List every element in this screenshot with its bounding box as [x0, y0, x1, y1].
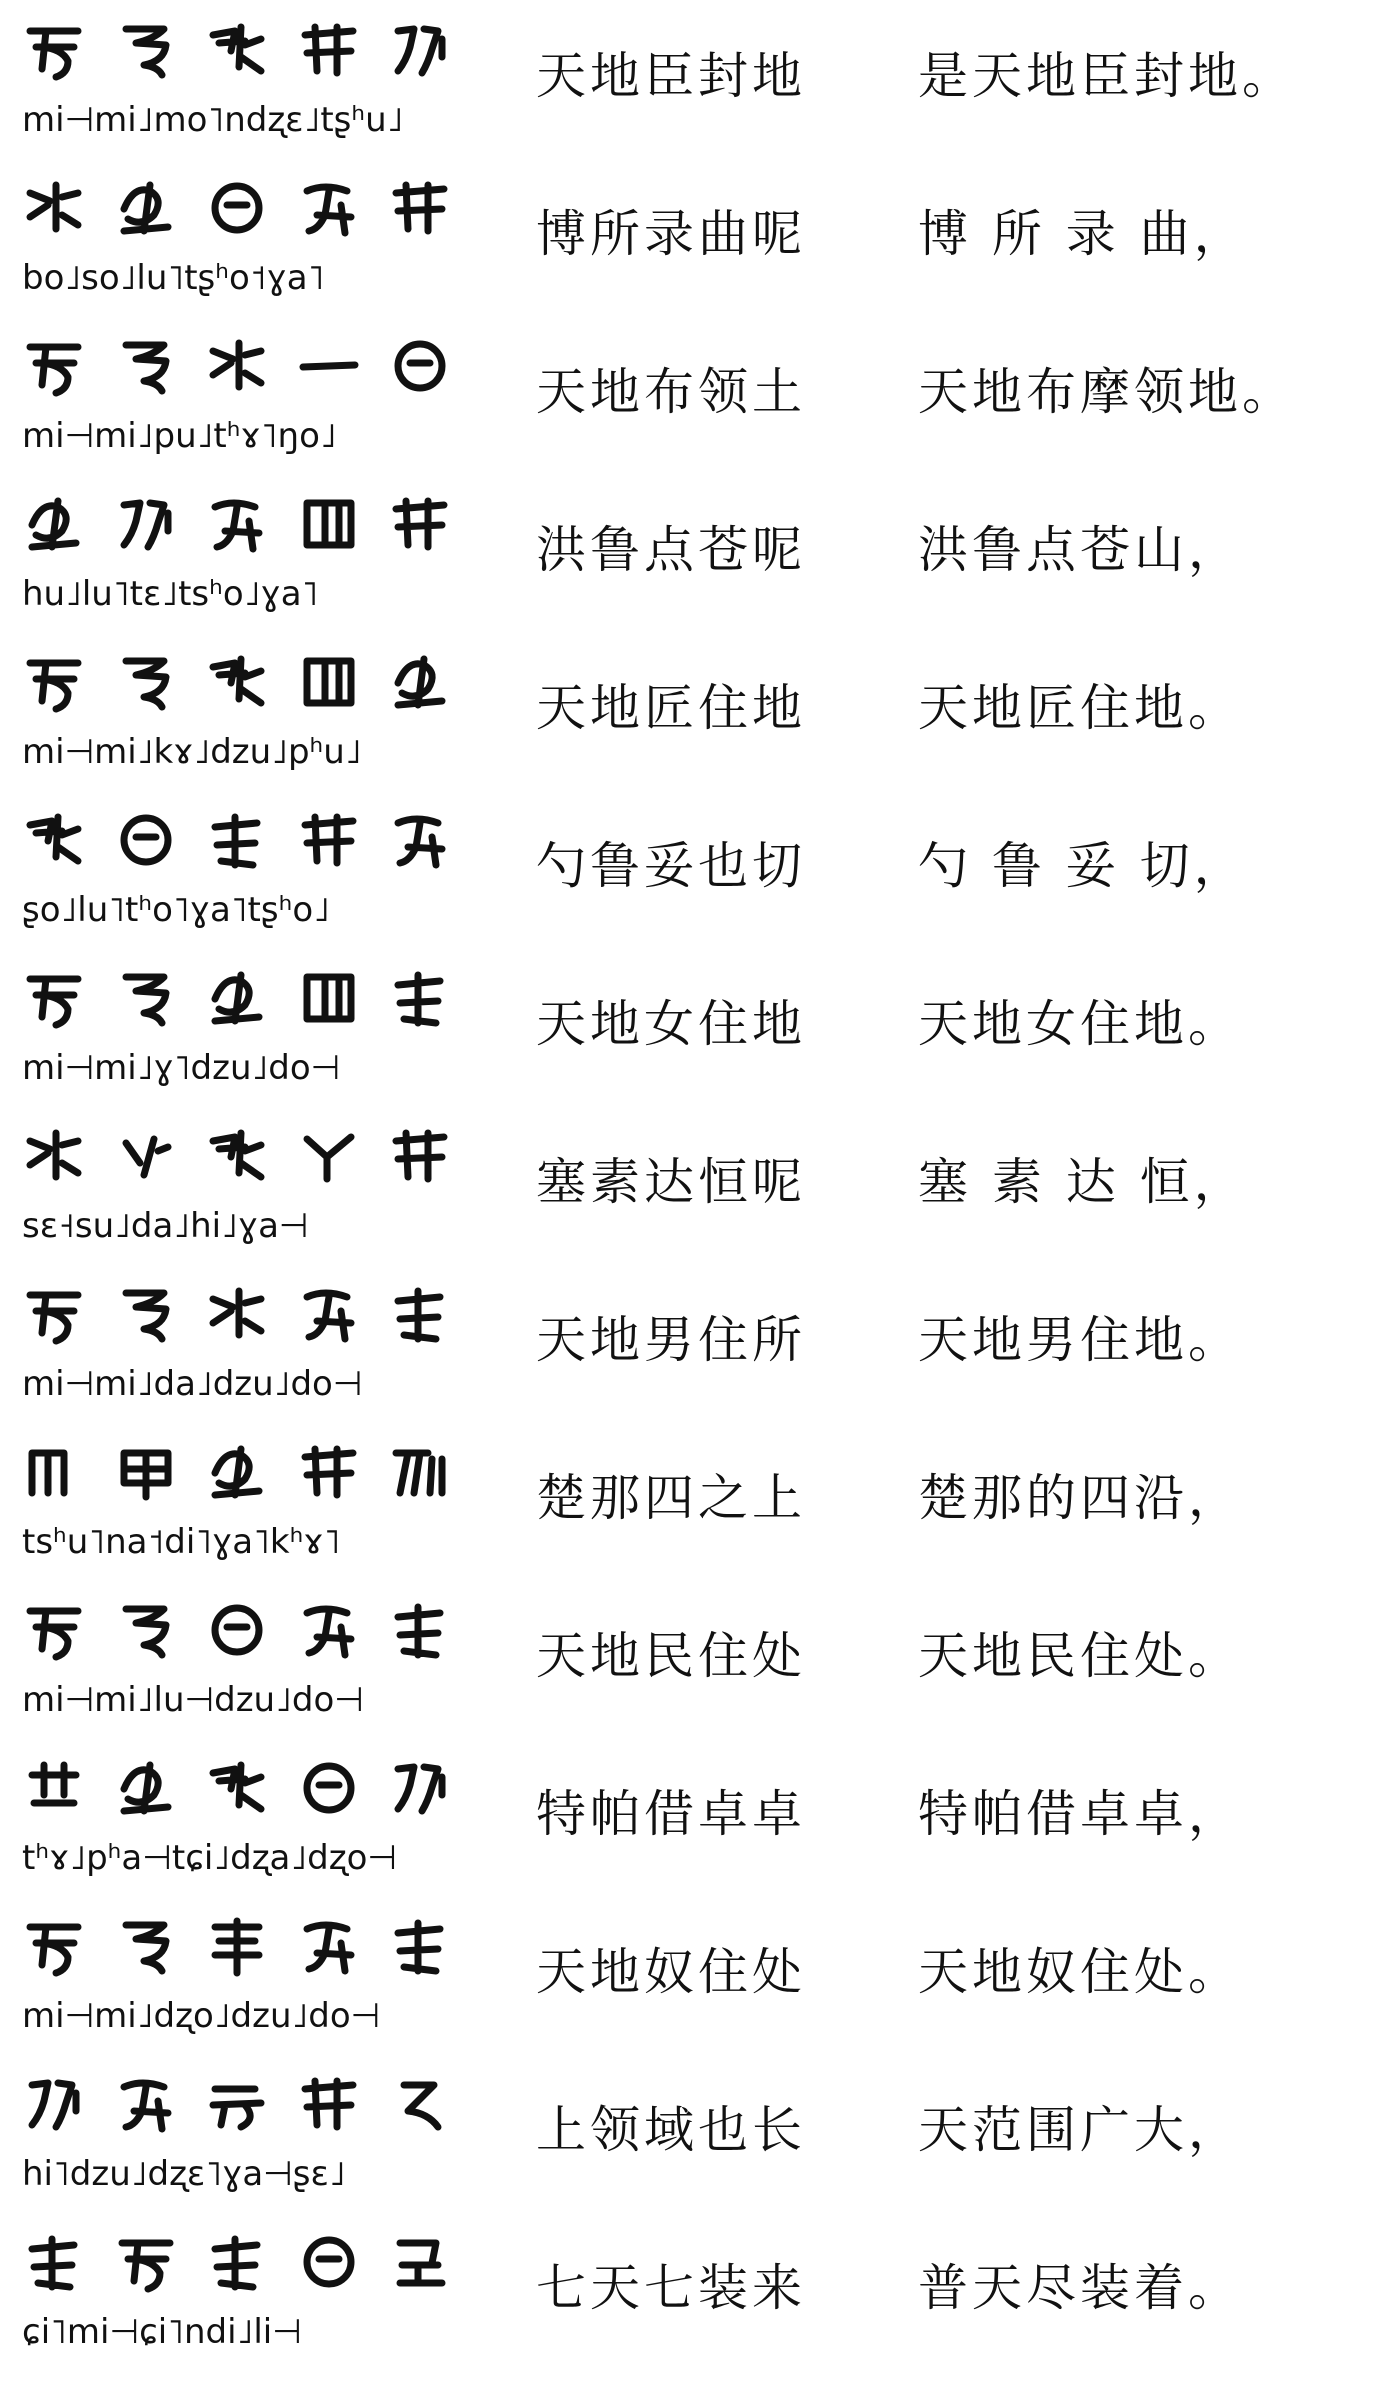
yi-glyph — [388, 1439, 452, 1505]
yi-glyph — [297, 17, 361, 83]
yi-glyph — [114, 1755, 178, 1821]
yi-glyph — [205, 965, 269, 1031]
yi-glyph — [114, 965, 178, 1031]
yi-glyph — [114, 1281, 178, 1347]
free-translation: 天范围广大， — [918, 2101, 1242, 2159]
yi-glyph — [297, 491, 361, 557]
verse-row-3 — [0, 316, 1379, 474]
yi-glyph — [388, 2071, 452, 2137]
yi-glyph — [205, 807, 269, 873]
verse-row-5 — [0, 632, 1379, 790]
literal-gloss: 博所录曲呢 — [536, 205, 806, 263]
yi-glyph — [205, 1439, 269, 1505]
verse-row-12 — [0, 1738, 1379, 1896]
verse-row-14 — [0, 2054, 1379, 2212]
phonetic-transcription: hu˩lu˥tɛ˩tsʰo˩ɣa˥ — [22, 574, 319, 614]
yi-glyph — [205, 1597, 269, 1663]
yi-glyph — [114, 17, 178, 83]
yi-glyph — [205, 333, 269, 399]
yi-glyph — [388, 491, 452, 557]
free-translation: 天地奴住处。 — [918, 1943, 1242, 2001]
yi-glyph — [388, 1281, 452, 1347]
yi-glyph — [205, 1755, 269, 1821]
phonetic-transcription: tʰɤ˩pʰa⊣tɕi˩dʐa˩dʐo⊣ — [22, 1838, 397, 1878]
literal-gloss: 天地奴住处 — [536, 1943, 806, 2001]
free-translation: 天地男住地。 — [918, 1311, 1242, 1369]
yi-glyph — [297, 175, 361, 241]
phonetic-transcription: sɛ˧su˩da˩hi˩ɣa⊣ — [22, 1206, 309, 1246]
yi-glyph-line — [22, 2064, 452, 2144]
free-translation: 天地女住地。 — [918, 995, 1242, 1053]
phonetic-transcription: mi⊣mi˩dʐo˩dzu˩do⊣ — [22, 1996, 381, 2036]
yi-glyph — [205, 491, 269, 557]
literal-gloss: 天地布领土 — [536, 363, 806, 421]
yi-script-cell — [22, 1590, 452, 1730]
yi-glyph-line — [22, 642, 452, 722]
yi-script-cell — [22, 642, 452, 782]
yi-glyph — [22, 649, 86, 715]
yi-glyph — [22, 175, 86, 241]
free-translation: 楚那的四沿， — [918, 1469, 1242, 1527]
yi-glyph — [297, 2071, 361, 2137]
verse-row-7 — [0, 948, 1379, 1106]
literal-gloss: 洪鲁点苍呢 — [536, 521, 806, 579]
verse-row-4 — [0, 474, 1379, 632]
yi-glyph — [297, 1439, 361, 1505]
yi-glyph — [388, 175, 452, 241]
phonetic-transcription: tsʰu˥na˦di˥ɣa˥kʰɤ˥ — [22, 1522, 341, 1562]
free-translation: 是天地臣封地。 — [918, 47, 1296, 105]
phonetic-transcription: mi⊣mi˩lu⊣dzu˩do⊣ — [22, 1680, 364, 1720]
yi-script-cell — [22, 10, 452, 150]
literal-gloss: 特帕借卓卓 — [536, 1785, 806, 1843]
phonetic-transcription: mi⊣mi˩kɤ˩dzu˩pʰu˩ — [22, 732, 362, 772]
literal-gloss: 塞素达恒呢 — [536, 1153, 806, 1211]
yi-glyph-line — [22, 1432, 452, 1512]
phonetic-transcription: ʂo˩lu˥tʰo˥ɣa˥tʂʰo˩ — [22, 890, 330, 930]
phonetic-transcription: bo˩so˩lu˥tʂʰo˦ɣa˥ — [22, 258, 325, 298]
yi-glyph — [22, 1597, 86, 1663]
yi-glyph-line — [22, 2222, 452, 2302]
literal-gloss: 天地女住地 — [536, 995, 806, 1053]
yi-glyph — [297, 1281, 361, 1347]
yi-script-cell — [22, 326, 452, 466]
literal-gloss: 上领域也长 — [536, 2101, 806, 2159]
yi-glyph — [297, 1755, 361, 1821]
yi-glyph — [205, 2229, 269, 2295]
yi-glyph — [388, 2229, 452, 2295]
yi-glyph — [205, 1281, 269, 1347]
literal-gloss: 楚那四之上 — [536, 1469, 806, 1527]
yi-glyph — [205, 17, 269, 83]
literal-gloss: 勺鲁妥也切 — [536, 837, 806, 895]
yi-glyph — [22, 2229, 86, 2295]
yi-glyph — [22, 17, 86, 83]
yi-glyph — [297, 1913, 361, 1979]
free-translation: 普天尽装着。 — [918, 2259, 1242, 2317]
yi-script-cell — [22, 2064, 452, 2204]
yi-glyph — [114, 1597, 178, 1663]
yi-glyph — [297, 2229, 361, 2295]
yi-glyph — [22, 1755, 86, 1821]
yi-glyph — [22, 1439, 86, 1505]
phonetic-transcription: mi⊣mi˩ɣ˥dzu˩do⊣ — [22, 1048, 341, 1088]
yi-script-cell — [22, 1116, 452, 1256]
free-translation: 勺 鲁 妥 切， — [918, 837, 1248, 895]
yi-glyph-line — [22, 484, 452, 564]
yi-glyph — [297, 1123, 361, 1189]
yi-script-cell — [22, 1274, 452, 1414]
yi-glyph — [114, 2229, 178, 2295]
yi-glyph — [297, 1597, 361, 1663]
literal-gloss: 天地匠住地 — [536, 679, 806, 737]
yi-glyph — [297, 807, 361, 873]
yi-glyph — [388, 649, 452, 715]
yi-glyph-line — [22, 326, 452, 406]
yi-glyph — [205, 2071, 269, 2137]
yi-glyph — [388, 965, 452, 1031]
yi-glyph — [114, 1913, 178, 1979]
yi-glyph — [114, 649, 178, 715]
verse-row-15 — [0, 2212, 1379, 2370]
yi-script-cell — [22, 1906, 452, 2046]
free-translation: 洪鲁点苍山， — [918, 521, 1242, 579]
phonetic-transcription: mi⊣mi˩da˩dzu˩do⊣ — [22, 1364, 363, 1404]
yi-glyph — [114, 491, 178, 557]
yi-glyph — [297, 333, 361, 399]
yi-glyph-line — [22, 1748, 452, 1828]
yi-glyph-line — [22, 10, 452, 90]
literal-gloss: 天地男住所 — [536, 1311, 806, 1369]
yi-script-cell — [22, 1432, 452, 1572]
verse-row-6 — [0, 790, 1379, 948]
verse-row-11 — [0, 1580, 1379, 1738]
yi-script-cell — [22, 2222, 452, 2362]
yi-glyph — [114, 1439, 178, 1505]
yi-glyph — [22, 1123, 86, 1189]
yi-glyph — [114, 2071, 178, 2137]
yi-glyph-line — [22, 1116, 452, 1196]
yi-script-cell — [22, 484, 452, 624]
free-translation: 天地布摩领地。 — [918, 363, 1296, 421]
verse-row-1 — [0, 0, 1379, 158]
phonetic-transcription: ɕi˥mi⊣ɕi˥ndi˩li⊣ — [22, 2312, 302, 2352]
verse-row-13 — [0, 1896, 1379, 2054]
phonetic-transcription: hi˥dzu˩dʐɛ˥ɣa⊣ʂɛ˩ — [22, 2154, 346, 2194]
yi-script-cell — [22, 168, 452, 308]
literal-gloss: 天地臣封地 — [536, 47, 806, 105]
free-translation: 特帕借卓卓， — [918, 1785, 1242, 1843]
verse-row-9 — [0, 1264, 1379, 1422]
verse-row-10 — [0, 1422, 1379, 1580]
yi-glyph — [22, 807, 86, 873]
yi-glyph — [388, 1755, 452, 1821]
yi-glyph — [22, 1281, 86, 1347]
yi-glyph — [388, 333, 452, 399]
yi-glyph — [114, 1123, 178, 1189]
yi-glyph — [297, 965, 361, 1031]
yi-glyph — [388, 1123, 452, 1189]
yi-glyph — [297, 649, 361, 715]
yi-glyph — [205, 1123, 269, 1189]
yi-glyph — [388, 807, 452, 873]
free-translation: 塞 素 达 恒， — [918, 1153, 1248, 1211]
yi-glyph — [22, 333, 86, 399]
yi-glyph — [205, 649, 269, 715]
free-translation: 博 所 录 曲， — [918, 205, 1248, 263]
yi-glyph-line — [22, 168, 452, 248]
yi-glyph — [114, 333, 178, 399]
literal-gloss: 天地民住处 — [536, 1627, 806, 1685]
yi-script-cell — [22, 1748, 452, 1888]
yi-glyph — [388, 1913, 452, 1979]
yi-glyph — [22, 965, 86, 1031]
yi-glyph — [114, 807, 178, 873]
yi-script-cell — [22, 800, 452, 940]
free-translation: 天地民住处。 — [918, 1627, 1242, 1685]
verse-row-2 — [0, 158, 1379, 316]
phonetic-transcription: mi⊣mi˩mo˥ndʐɛ˩tʂʰu˩ — [22, 100, 404, 140]
yi-glyph — [205, 175, 269, 241]
yi-glyph — [388, 1597, 452, 1663]
yi-glyph — [22, 1913, 86, 1979]
free-translation: 天地匠住地。 — [918, 679, 1242, 737]
yi-glyph-line — [22, 958, 452, 1038]
yi-glyph-line — [22, 800, 452, 880]
yi-glyph — [205, 1913, 269, 1979]
literal-gloss: 七天七装来 — [536, 2259, 806, 2317]
yi-glyph — [388, 17, 452, 83]
yi-glyph-line — [22, 1590, 452, 1670]
yi-script-cell — [22, 958, 452, 1098]
yi-glyph-line — [22, 1906, 452, 1986]
yi-glyph-line — [22, 1274, 452, 1354]
yi-glyph — [22, 491, 86, 557]
verse-row-8 — [0, 1106, 1379, 1264]
phonetic-transcription: mi⊣mi˩pu˩tʰɤ˥ŋo˩ — [22, 416, 337, 456]
yi-glyph — [114, 175, 178, 241]
yi-glyph — [22, 2071, 86, 2137]
